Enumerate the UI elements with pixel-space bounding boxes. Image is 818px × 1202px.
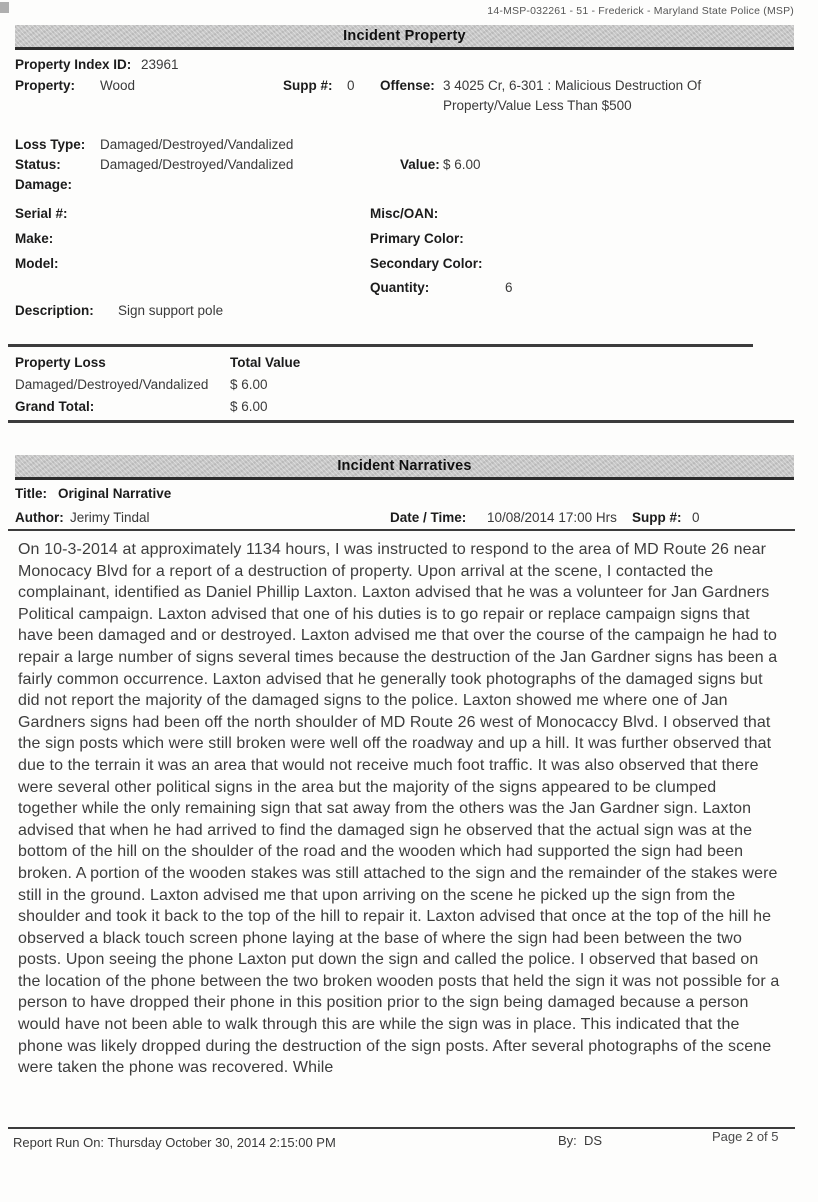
offense-value-line1: 3 4025 Cr, 6-301 : Malicious Destruction Of [443,78,702,93]
case-header-line: 14-MSP-032261 - 51 - Frederick - Maryland State Police (MSP) [487,5,794,17]
narrative-title-label: Title: [15,486,48,501]
misc-oan-label: Misc/OAN: [370,206,439,221]
offense-label: Offense: [380,78,435,93]
narrative-title-value: Original Narrative [58,486,172,501]
offense-value-line2: Property/Value Less Than $500 [443,98,632,113]
description-label: Description: [15,303,94,318]
page-number: Page 2 of 5 [712,1129,779,1144]
property-value: Wood [100,78,136,93]
quantity-value: 6 [505,280,513,295]
grand-total-label: Grand Total: [15,399,95,414]
narrative-supp-label: Supp #: [632,510,682,525]
loss-table-header-loss: Property Loss [15,355,106,370]
section-header-incident-narratives: Incident Narratives [15,455,794,480]
grand-total-value: $ 6.00 [230,399,268,414]
serial-label: Serial #: [15,206,68,221]
supp-value: 0 [347,78,355,93]
date-time-label: Date / Time: [390,510,467,525]
make-label: Make: [15,231,54,246]
loss-table-header-total: Total Value [230,355,301,370]
narrative-top-rule [8,529,795,531]
loss-table-row-total: $ 6.00 [230,377,268,392]
report-run-on [13,1135,336,1150]
supp-label: Supp #: [283,78,333,93]
report-run-value: Thursday October 30, 2014 2:15:00 PM [107,1135,336,1150]
table-top-rule [8,344,753,347]
value-label: Value: [400,157,440,172]
footer-rule [8,1127,795,1129]
property-label: Property: [15,78,76,93]
footer-by [558,1133,602,1148]
scan-artifact [0,2,9,13]
table-bottom-rule [8,420,794,423]
quantity-label: Quantity: [370,280,430,295]
damage-label: Damage: [15,177,73,192]
description-value: Sign support pole [118,303,224,318]
status-label: Status: [15,157,61,172]
status-value: Damaged/Destroyed/Vandalized [100,157,294,172]
loss-type-label: Loss Type: [15,137,86,152]
loss-table-row-loss: Damaged/Destroyed/Vandalized [15,377,209,392]
footer-by-value: DS [584,1133,603,1148]
author-label: Author: [15,510,64,525]
narrative-supp-value: 0 [692,510,700,525]
primary-color-label: Primary Color: [370,231,464,246]
model-label: Model: [15,256,59,271]
loss-type-value: Damaged/Destroyed/Vandalized [100,137,294,152]
author-value: Jerimy Tindal [70,510,150,525]
footer-by-label: By: [558,1133,577,1148]
date-time-value: 10/08/2014 17:00 Hrs [487,510,617,525]
section-header-incident-property: Incident Property [15,25,794,50]
report-run-label: Report Run On: [13,1135,105,1150]
property-index-value: 23961 [141,57,179,72]
narrative-text: On 10-3-2014 at approximately 1134 hours, I was instructed to respond to the area of MD Route 26 near Monocacy Blvd for a report of a destruction of property. Upon arrival at the scene, I contacted the complainant, identified as Daniel Phillip Laxton. Laxton advised that he was a volunteer for Jan Gardners Political campaign. Laxton advised that one of his duties is to go repair or replace campaign signs that have been damaged and or destroyed. Laxton advised me that over the course of the campaign he had to repair a large number of signs several times because the destruction of the Jan Gardner signs has been a fairly common occurrence. Laxton advised that he generally took photographs of the damaged signs but did not report the majority of the damaged signs to the police. Laxton showed me where one of Jan Gardners signs had been off the north shoulder of MD Route 26 west of Monocaccy Blvd. I observed that the sign posts which were still broken were well off the roadway and up a hill. It was further observed that due to the terrain it was an area that would not receive much foot traffic. It was also observed that there were several other political signs in the area but the majority of the signs appeared to be clumped together while the only remaining sign that sat away from the others was the Jan Gardner sign. Laxton advised that when he had arrived to find the damaged sign he observed that the actual sign was at the bottom of the hill on the shoulder of the road and the wooden which had supported the sign had been broken. A portion of the wooden stakes was still attached to the sign and the remainder of the stakes were still in the ground. Laxton advised me that upon arriving on the scene he picked up the sign from the shoulder and took it back to the top of the hill to repair it. Laxton advised that once at the top of the hill he observed a black touch screen phone laying at the base of where the sign had been between the two posts. Upon seeing the phone Laxton put down the sign and called the police. I observed that based on the location of the phone between the two broken wooden posts that held the sign it was not possible for a person to have dropped their phone in this position prior to the sign being damaged because a person would have not been able to walk through this are while the sign was in place. This indicated that the phone was likely dropped during the destruction of the sign posts. After several photographs of the scene were taken the phone was recovered. While [18,541,780,1077]
secondary-color-label: Secondary Color: [370,256,483,271]
property-index-label: Property Index ID: [15,57,132,72]
value-value: $ 6.00 [443,157,481,172]
